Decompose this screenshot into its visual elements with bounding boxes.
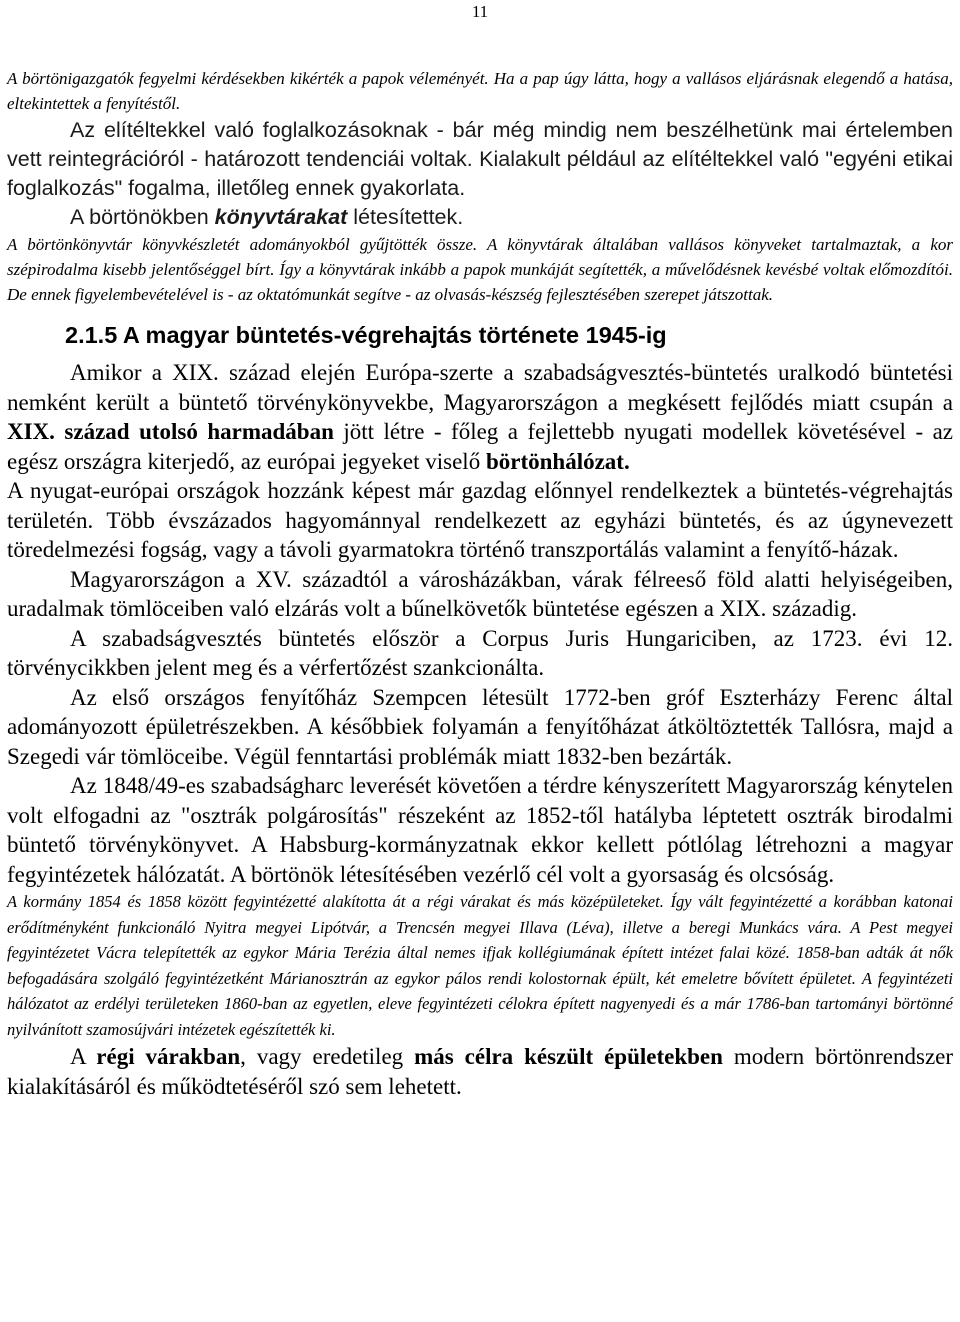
text-run: , vagy eredetileg [240,1044,415,1069]
paragraph-15th-century: Magyarországon a XV. századtól a városházákban, várak félreeső föld alatti helyiségeiben, uradalmak tömlöceiben való elzárás volt a bűnelkövetők büntetése egészen a XIX. századig. [7,566,953,621]
paragraph-western-europe: A nyugat-európai országok hozzánk képest már gazdag előnnyel rendelkeztek a büntetés-végrehajtás területén. Több évszázados hagyománnyal rendelkezett az egyházi büntetés, és az úgynevezett töredelmezési fogság, vagy a távoli gyarmatokra történő transzportálás valamint a fenyítő-házak. [7,478,953,562]
bold-run: börtönhálózat. [485,448,630,474]
paragraph-szempc: Az első országos fenyítőház Szempcen létesült 1772-ben gróf Eszterházy Ferenc által adományozott épületrészekben. A későbbiek folyamán a fenyítőházat átköltöztették Tallósra, majd a Szegedi vár tömlöceibe. Végül fenntartási problémák miatt 1832-ben bezárták. [7,684,953,769]
text-run [55,419,65,444]
text-run: A [70,1044,97,1069]
section-heading: 2.1.5 A magyar büntetés-végrehajtás története 1945-ig [65,322,667,348]
bold-run: régi várakban [96,1044,241,1069]
paragraph-priests-discipline: A börtönigazgatók fegyelmi kérdésekben kikérték a papok véleményét. Ha a pap úgy látta, hogy a vallásos eljárásnak elegendő a hatása, eltekintettek a fenyítéstől. [7,69,953,113]
text-run: létesítettek. [347,205,464,229]
paragraph-1848: Az 1848/49-es szabadságharc leverését követően a térdre kényszerített Magyarország kénytelen volt elfogadni az "osztrák polgárosítás" részeként az 1852-től hatályba léptetett osztrák birodalmi büntető törvénykönyvet. A Habsburg-kormányzatnak ekkor kellett pótlólag létrehozni a magyar fegyintézetek hálózatát. A börtönök létesítésében vezérlő cél volt a gyorsaság és olcsóság. [7,773,953,887]
text-run: Amikor a XIX. század elején Európa-szerte a szabadságvesztés-büntetés uralkodó büntetési nemként került a büntető törvénykönyvekbe, Magyarországon a megkésett fejlődés miatt csupán a [7,360,953,415]
bold-run: más célra készült épületekben [414,1044,723,1069]
paragraph-library-stock: A börtönkönyvtár könyvkészletét adományokból gyűjtötték össze. A könyvtárak általában vallásos könyveket tartalmaztak, a kor szépirodalma kisebb jelentőséggel bírt. Így a könyvtárak inkább a papok munkáját segítették, a művelődésnek kevésbé voltak előmozdítói. De ennek figyelembevételével is - az oktatómunkát segítve - az olvasás-készség fejlesztésében szerepet játszottak. [7,235,953,304]
paragraph-reintegration: Az elítéltekkel való foglalkozásoknak - bár még mindig nem beszélhetünk mai értelemben vett reintegrációról - határozott tendenciái voltak. Kialakult például az elítéltekkel való "egyéni etikai foglalkozás" fogalma, illetőleg ennek gyakorlata. [7,118,953,200]
text-run: modern börtönrendszer kialakításáról és működtetéséről szó sem lehetett. [7,1044,954,1099]
paragraph-conclusion [7,1042,953,1101]
emphasis-libraries: könyvtárakat [214,205,348,229]
paragraph-libraries [7,203,953,232]
paragraph-fortresses: A kormány 1854 és 1858 között fegyintézetté alakította át a régi várakat és más középületeket. Így vált fegyintézetté a korábban katonai erődítményként funkcionáló Nyitra megyei Lipótvár, a Trencsén megyei Illava (Léva), illetve a beregi Munkács vára. A Pest megyei fegyintézetet Vácra telepítették az egykor Mária Terézia által nemes ifjak kollégiumának épített intézet falai közé. 1858-ban adták át nők befogadására szolgáló fegyintézetként Márianosztrán az egykor pálos rendi kolostornak épült, két emeletre bővített épületet. A fegyintézeti hálózatot az erdélyi területeken 1860-ban az egyetlen, eleve fegyintézeti célokra épített nagyenyedi és a már 1786-ban tartományi börtönné nyilvánított szamosújvári intézetek egészítették ki. [7,892,953,1039]
page-body [7,66,953,1101]
text-run: A börtönökben [70,205,215,229]
bold-run: század utolsó harmadában [64,419,334,444]
bold-run: XIX. [7,419,55,444]
page-number: 11 [471,2,489,21]
paragraph-corpus-juris: A szabadságvesztés büntetés először a Corpus Juris Hungariciben, az 1723. évi 12. törvénycikkben jelent meg és a vérfertőzést szankcionálta. [7,625,953,680]
paragraph-19th-century [7,358,953,476]
text-run: jött létre - főleg a fejlettebb nyugati modellek követésével - az egész országra kiterjedő, az európai jegyeket viselő [7,419,954,474]
